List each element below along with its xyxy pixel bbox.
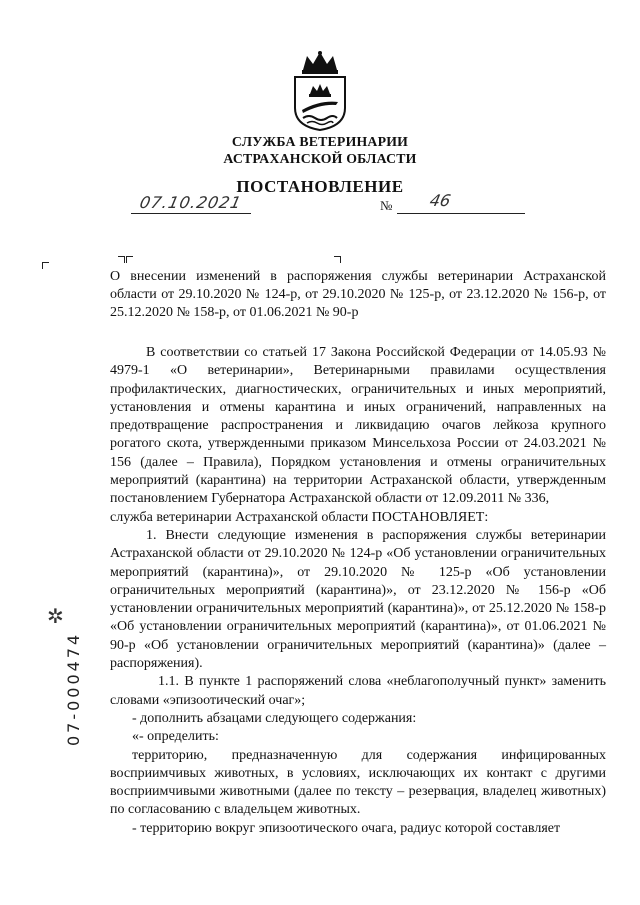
paragraph-territory-reservation: территорию, предназначенную для содержания инфицированных восприимчивых животных, в условиях, исключающих их контакт с другими восприимчивыми животными (далее по тексту – резервация, владелец животных) по согласованию с владельцем животных. bbox=[110, 747, 606, 818]
org-line-2: АСТРАХАНСКОЙ ОБЛАСТИ bbox=[223, 151, 417, 166]
vertical-registration-number: 07-000474 bbox=[64, 631, 83, 746]
margin-mark: ✲ bbox=[47, 606, 64, 628]
number-sign: № bbox=[380, 198, 393, 213]
corner-mark-right bbox=[334, 256, 341, 263]
paragraph-add-clauses: - дополнить абзацами следующего содержания: bbox=[132, 710, 417, 726]
paragraph-item-1-1: 1.1. В пункте 1 распоряжений слова «неблагополучный пункт» заменить словами «эпизоотический очаг»; bbox=[110, 674, 606, 708]
paragraph-item-1: 1. Внести следующие изменения в распоряжения службы ветеринарии Астраханской области от 29.10.2020 № 124-р «Об установлении ограничительных мероприятий (карантина)», от 29.10.2020 № 125-р «Об установлении ограничительных мероприятий (карантина)», от 23.12.2020 № 156-р «Об установлении ограничительных мероприятий (карантина)», от 25.12.2020 № 158-р «Об установлении ограничительных мероприятий (карантина)», от 01.06.2021 № 90-р «Об установлении ограничительных мероприятий (карантина)» (далее – распоряжения). bbox=[110, 527, 606, 672]
paragraph-preamble: В соответствии со статьей 17 Закона Российской Федерации от 14.05.93 № 4979-1 «О ветеринарии», Ветеринарными правилами осуществления профилактических, диагностических, ограничительных и иных мероприятий, установления и отмены карантина и иных ограничений, направленных на предотвращение распространения и ликвидацию очагов лейкоза крупного рогатого скота, утвержденными приказом Минсельхоза России от 24.03.2021 № 156 (далее – Правила), Порядком установления и отмены ограничительных мероприятий (карантина) на территории Астраханской области, утвержденным постановлением Губернатора Астраханской области от 12.09.2011 № 336, bbox=[110, 345, 606, 507]
corner-mark-left bbox=[42, 262, 49, 269]
handwritten-number: 46 bbox=[427, 191, 453, 210]
issuing-organization bbox=[0, 133, 640, 167]
org-line-1: СЛУЖБА ВЕТЕРИНАРИИ bbox=[231, 134, 409, 149]
handwritten-date: 07.10.2021 bbox=[137, 193, 244, 212]
document-type-title: ПОСТАНОВЛЕНИЕ bbox=[236, 177, 404, 196]
corner-mark-1 bbox=[118, 256, 125, 263]
paragraph-define: «- определить: bbox=[132, 729, 219, 745]
paragraph-territory-radius: - территорию вокруг эпизоотического очага, радиус которой составляет bbox=[132, 820, 561, 836]
corner-mark-2 bbox=[126, 256, 133, 263]
document-body bbox=[110, 344, 606, 838]
number-underline bbox=[397, 195, 525, 214]
coat-of-arms-emblem bbox=[289, 50, 351, 132]
paragraph-resolves: служба ветеринарии Астраханской области ПОСТАНОВЛЯЕТ: bbox=[110, 509, 489, 525]
document-subject: О внесении изменений в распоряжения службы ветеринарии Астраханской области от 29.10.2020 № 124-р, от 29.10.2020 № 125-р, от 23.12.2020 № 156-р, от 25.12.2020 № 158-р, от 01.06.2021 № 90-р bbox=[110, 269, 606, 320]
